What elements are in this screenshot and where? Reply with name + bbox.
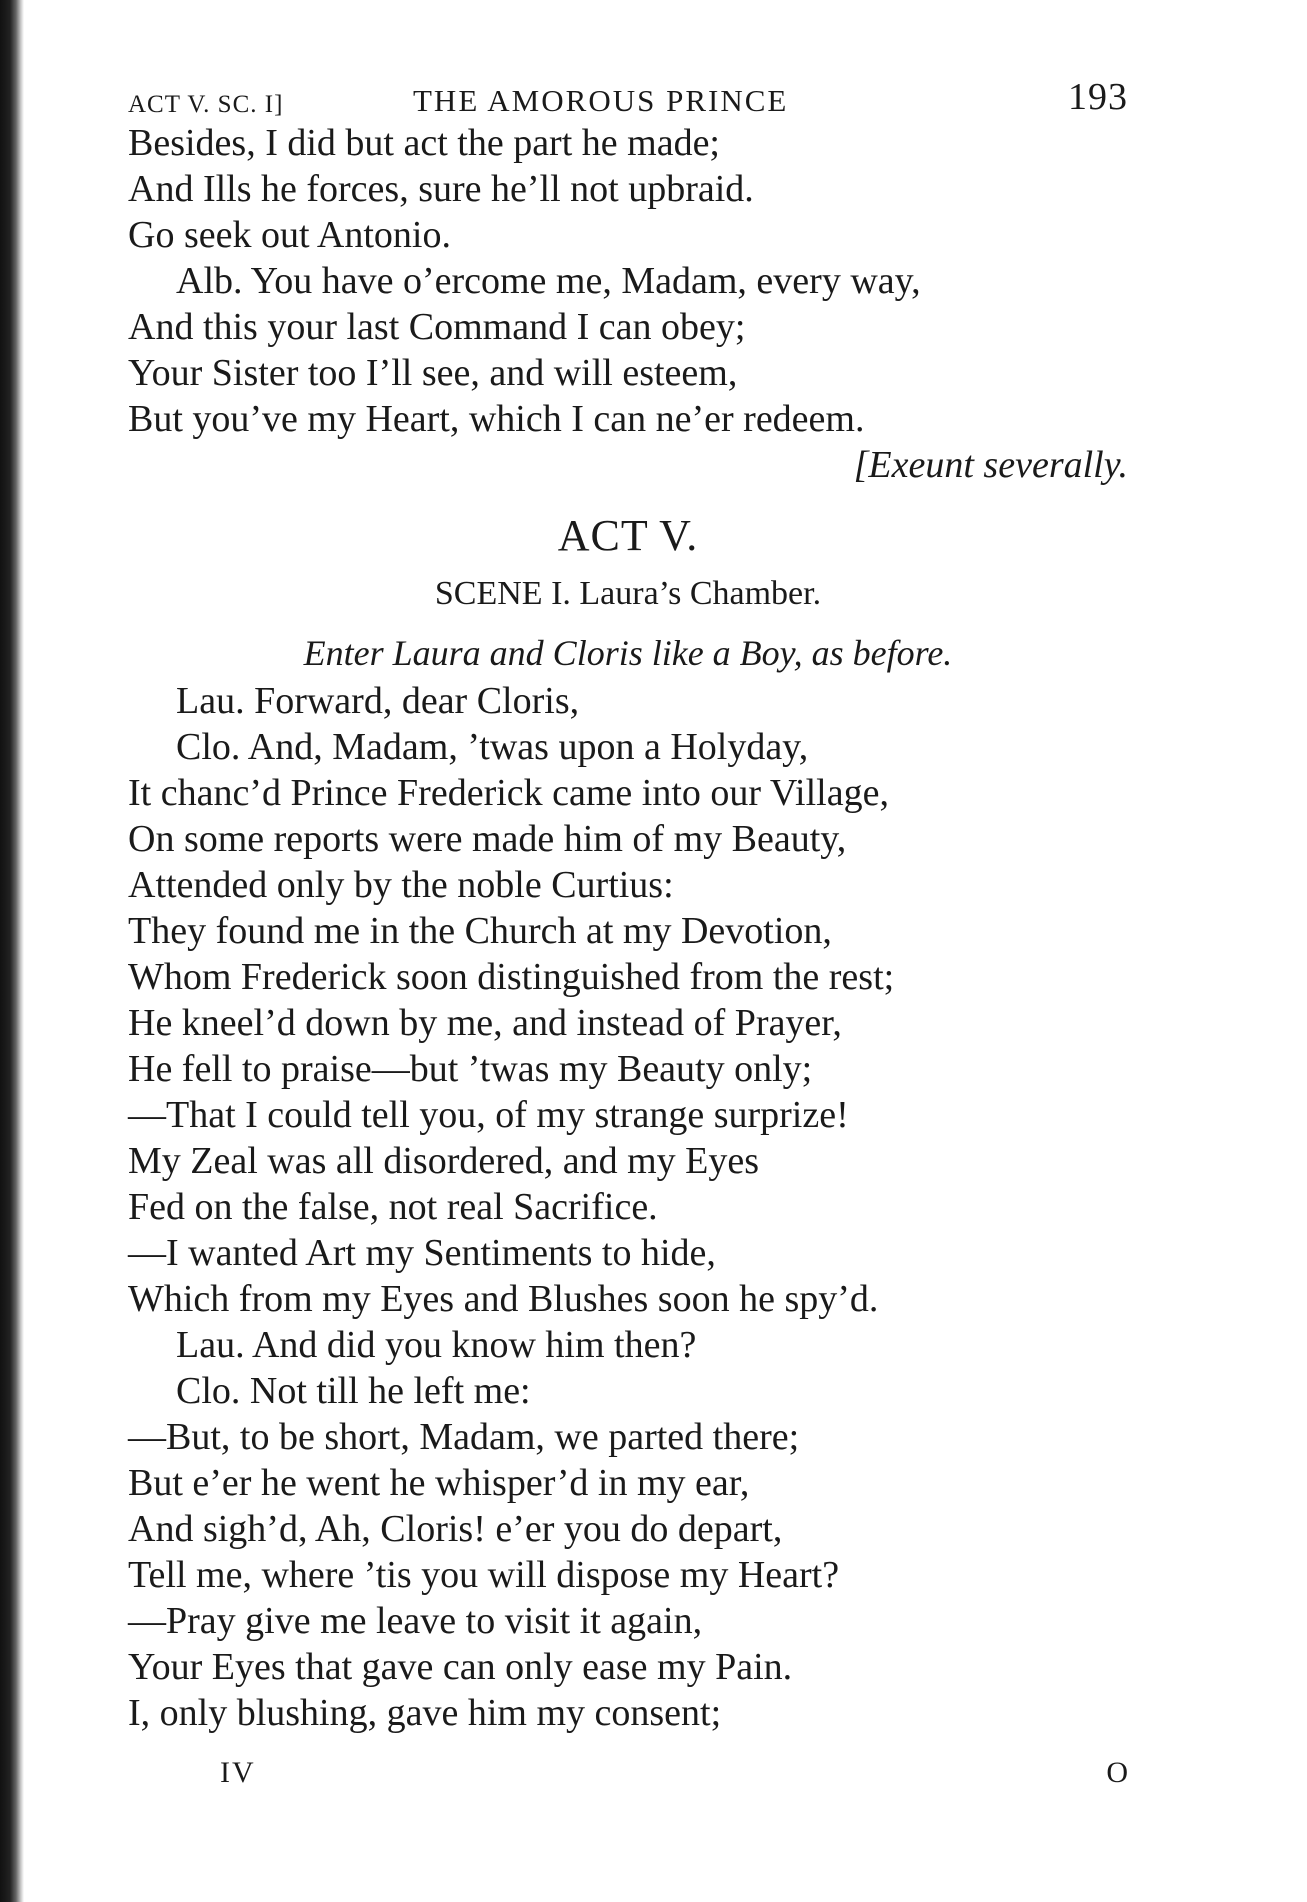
verse-line: Go seek out Antonio. xyxy=(128,214,451,256)
verse-line: And sigh’d, Ah, Cloris! e’er you do depart, xyxy=(128,1508,783,1550)
verse-line: It chanc’d Prince Frederick came into our Village, xyxy=(128,772,889,814)
volume-signature: IV xyxy=(220,1756,256,1789)
verse-block-top xyxy=(128,120,1128,488)
stage-direction: [Exeunt severally. xyxy=(853,444,1128,486)
verse-line: He kneel’d down by me, and instead of Prayer, xyxy=(128,1002,842,1044)
verse-line: —I wanted Art my Sentiments to hide, xyxy=(128,1232,716,1274)
gathering-mark: O xyxy=(1106,1756,1128,1789)
verse-line: But e’er he went he whisper’d in my ear, xyxy=(128,1462,750,1504)
verse-line: They found me in the Church at my Devotion, xyxy=(128,910,832,952)
verse-line: He fell to praise—but ’twas my Beauty only; xyxy=(128,1048,813,1090)
verse-line: But you’ve my Heart, which I can ne’er redeem. xyxy=(128,398,865,440)
entry-direction: Enter Laura and Cloris like a Boy, as before. xyxy=(303,633,953,673)
verse-line: Lau. Forward, dear Cloris, xyxy=(176,680,580,722)
verse-line: I, only blushing, gave him my consent; xyxy=(128,1692,722,1734)
page-footer xyxy=(128,1740,1128,1789)
verse-line: Lau. And did you know him then? xyxy=(176,1324,697,1366)
verse-line: And this your last Command I can obey; xyxy=(128,306,746,348)
book-binding-edge xyxy=(0,0,24,1902)
scene-heading: SCENE I. Laura’s Chamber. xyxy=(434,575,822,612)
verse-line: Attended only by the noble Curtius: xyxy=(128,864,674,906)
verse-line: Clo. Not till he left me: xyxy=(176,1370,531,1412)
verse-line: My Zeal was all disordered, and my Eyes xyxy=(128,1140,760,1182)
page-number: 193 xyxy=(1068,76,1128,118)
verse-line: Tell me, where ’tis you will dispose my Heart? xyxy=(128,1554,840,1596)
verse-line: Alb. You have o’ercome me, Madam, every way, xyxy=(176,260,921,302)
verse-line: —That I could tell you, of my strange surprize! xyxy=(128,1094,849,1136)
verse-block-main xyxy=(128,678,1128,1736)
verse-line: Besides, I did but act the part he made; xyxy=(128,122,720,164)
verse-line: Clo. And, Madam, ’twas upon a Holyday, xyxy=(176,726,809,768)
running-head xyxy=(128,72,1128,120)
verse-line: On some reports were made him of my Beauty, xyxy=(128,818,847,860)
verse-line: Your Sister too I’ll see, and will esteem, xyxy=(128,352,738,394)
verse-line: Which from my Eyes and Blushes soon he spy’d. xyxy=(128,1278,879,1320)
running-head-section: ACT V. SC. I] xyxy=(128,91,284,118)
verse-line: —But, to be short, Madam, we parted there; xyxy=(128,1416,800,1458)
verse-line: Fed on the false, not real Sacrifice. xyxy=(128,1186,658,1228)
act-heading: ACT V. xyxy=(557,511,699,560)
verse-line: Whom Frederick soon distinguished from the rest; xyxy=(128,956,895,998)
running-head-title: THE AMOROUS PRINCE xyxy=(413,83,789,118)
book-page xyxy=(128,72,1128,1789)
verse-line: And Ills he forces, sure he’ll not upbraid. xyxy=(128,168,754,210)
verse-line: —Pray give me leave to visit it again, xyxy=(128,1600,703,1642)
verse-line: Your Eyes that gave can only ease my Pain. xyxy=(128,1646,793,1688)
